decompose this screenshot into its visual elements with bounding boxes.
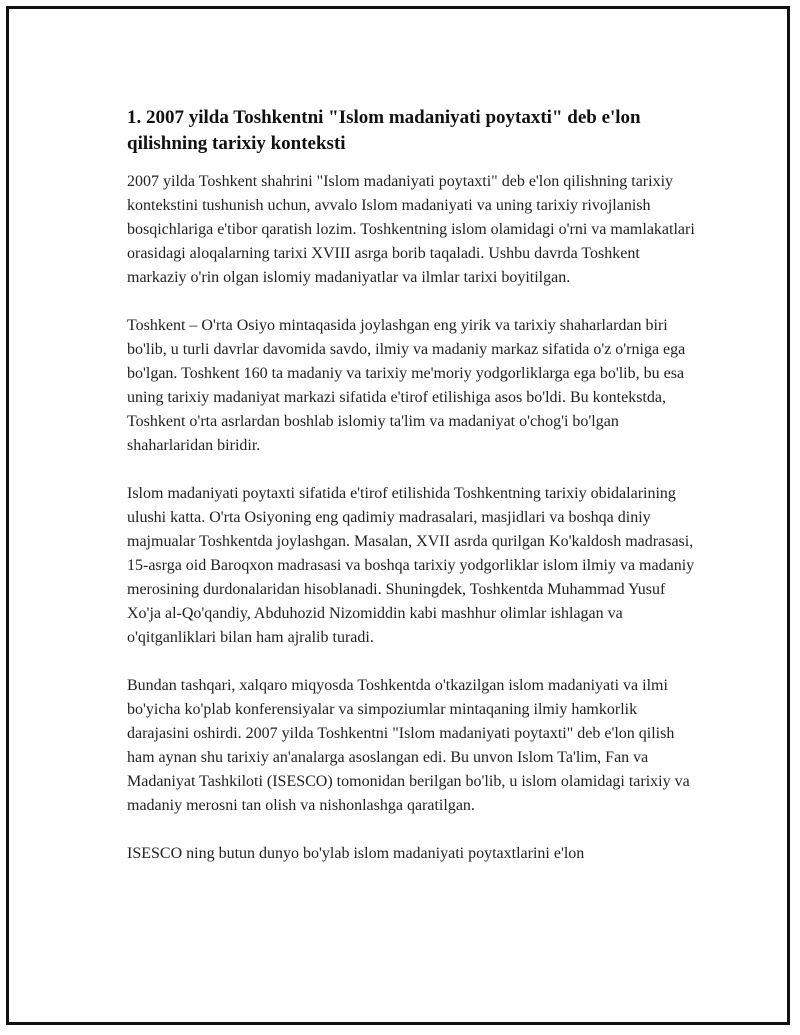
- paragraph-5: ISESCO ning butun dunyo bo'ylab islom madaniyati poytaxtlarini e'lon: [127, 845, 585, 862]
- paragraph-3: Islom madaniyati poytaxti sifatida e'tirof etilishida Toshkentning tarixiy obidalarining ulushi katta. O'rta Osiyoning eng qadimiy madrasalari, masjidlari va boshqa diniy majmualar Toshkentda joylashgan. Masalan, XVII asrda qurilgan Ko'kaldosh madrasasi, 15-asrga oid Baroqxon madrasasi va boshqa tarixiy yodgorliklar islom ilmiy va madaniy merosining durdonalaridan hisoblanadi. Shuningdek, Toshkentda Muhammad Yusuf Xo'ja al-Qo'qandiy, Abduhozid Nizomiddin kabi mashhur olimlar ishlagan va o'qitganliklari bilan ham ajralib turadi.: [127, 485, 695, 646]
- paragraph-1: 2007 yilda Toshkent shahrini "Islom madaniyati poytaxti" deb e'lon qilishning tarixiy kontekstini tushunish uchun, avvalo Islom madaniyati va uning tarixiy rivojlanish bosqichlariga e'tibor qaratish lozim. Toshkentning islom olamidagi o'rni va mamlakatlari orasidagi aloqalarning tarixi XVIII asrga borib taqaladi. Ushbu davrda Toshkent markaziy o'rin olgan islomiy madaniyatlar va ilmlar tarixi boyitilgan.: [127, 173, 695, 286]
- paragraph-2: Toshkent – O'rta Osiyo mintaqasida joylashgan eng yirik va tarixiy shaharlardan biri bo'lib, u turli davrlar davomida savdo, ilmiy va madaniy markaz sifatida o'z o'rniga ega bo'lgan. Toshkent 160 ta madaniy va tarixiy me'moriy yodgorliklarga ega bo'lib, bu esa uning tarixiy madaniyat markazi sifatida e'tirof etilishiga asos bo'ldi. Bu kontekstda, Toshkent o'rta asrlardan boshlab islomiy ta'lim va madaniyat o'chog'i bo'lgan shaharlaridan biridir.: [127, 317, 686, 454]
- section-heading: 1. 2007 yilda Toshkentni "Islom madaniyati poytaxti" deb e'lon qilishning tarixiy konteksti: [127, 107, 641, 154]
- document-body: [127, 105, 697, 866]
- paragraph-4: Bundan tashqari, xalqaro miqyosda Toshkentda o'tkazilgan islom madaniyati va ilmi bo'yicha ko'plab konferensiyalar va simpoziumlar mintaqaning ilmiy hamkorlik darajasini oshirdi. 2007 yilda Toshkentni "Islom madaniyati poytaxti" deb e'lon qilish ham aynan shu tarixiy an'analarga asoslangan edi. Bu unvon Islom Ta'lim, Fan va Madaniyat Tashkiloti (ISESCO) tomonidan berilgan bo'lib, u islom olamidagi tarixiy va madaniy merosni tan olish va nishonlashga qaratilgan.: [127, 677, 690, 814]
- page-frame: [6, 6, 790, 1025]
